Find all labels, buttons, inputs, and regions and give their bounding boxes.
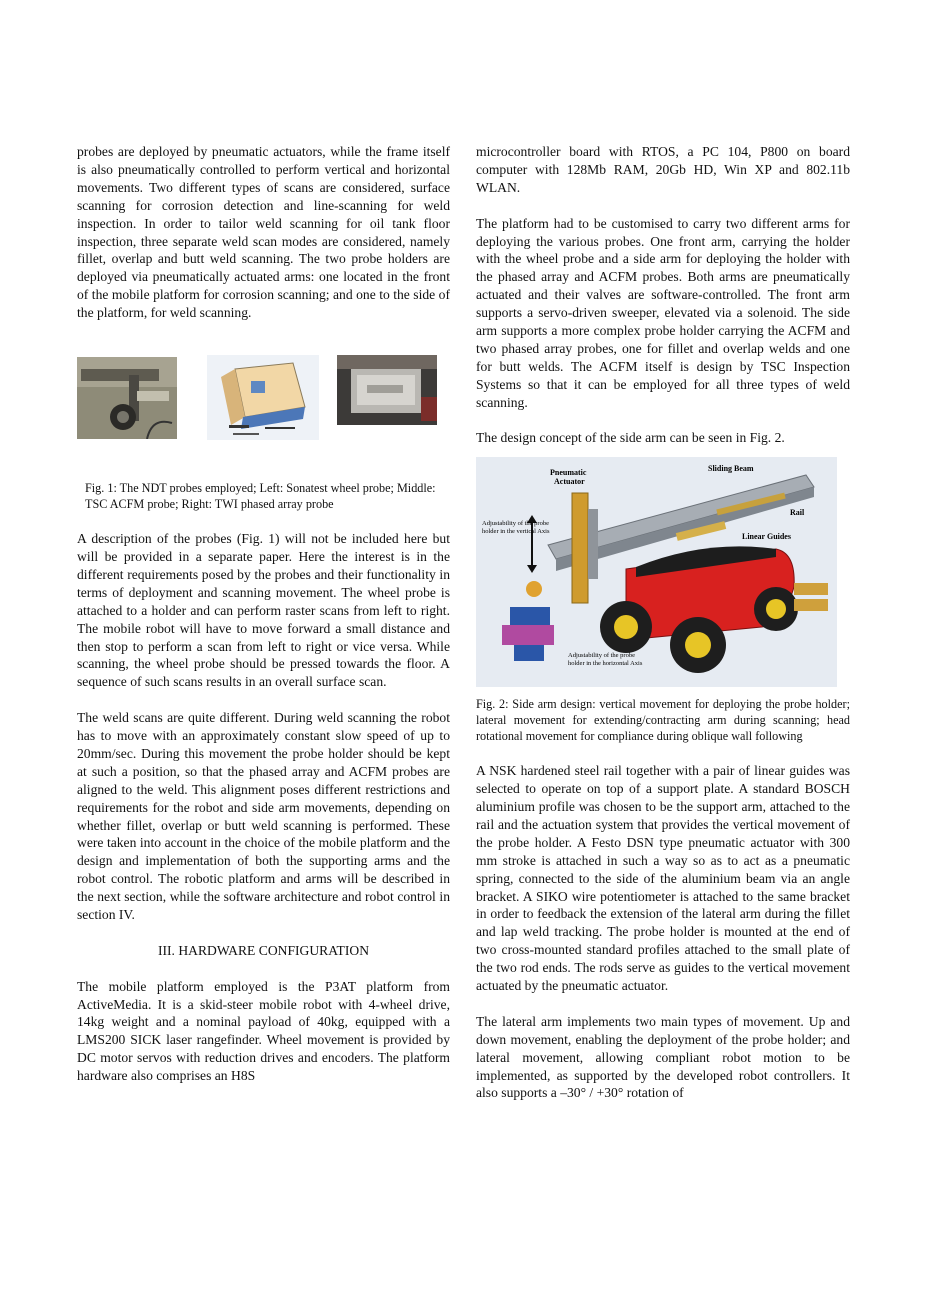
- phased-array-probe-photo: [337, 355, 437, 425]
- paragraph: The design concept of the side arm can be seen in Fig. 2.: [476, 430, 785, 446]
- paragraph: probes are deployed by pneumatic actuators, while the frame itself is also pneumatically controlled to perform vertical and horizontal movements. Two different types of scans are considered, surface scanning for corrosion detection and line-scanning for weld inspection. In order to tailor weld scanning for oil tank floor inspection, three separate weld scan modes are considered, namely fillet, overlap and butt weld scanning. The two probe holders are deployed via pneumatically actuated arms: one located in the front of the mobile platform for corrosion scanning; and one to the side of the platform, for weld scanning.: [77, 144, 450, 321]
- label-adj-vertical-2: holder in the vertical Axis: [482, 528, 550, 536]
- paragraph: The weld scans are quite different. During weld scanning the robot has to move with an approximately constant slow speed of up to 20mm/sec. During this movement the probe holder should be kept at such a position, so that the phased array and ACFM probes are aligned to the weld. This alignment poses different restrictions and requirements for the robot and side arm movements, depending on whether fillet, overlap or butt weld scanning is performed. These were taken into account in the choice of the mobile platform and the design and implementation of both the supporting arms and the robot control. The robotic platform and arms will be described in the next section, while the software architecture and robot control in section IV.: [77, 710, 450, 923]
- paragraph: The platform had to be customised to carry two different arms for deploying the various probes. One front arm, carrying the holder with the wheel probe and a side arm for deploying the holder with the phased array and ACFM probes. Both arms are pneumatically actuated and their valves are software-controlled. The front arm supports a servo-driven sweeper, elevated via a solenoid. The side arm supports a more complex probe holder carrying the ACFM and two phased array probes, one for fillet and overlap welds and one for butt welds. The ACFM itself is design by TSC Inspection Systems so that it can be employed for all three types of weld scanning.: [476, 215, 850, 410]
- label-pneumatic-2: Actuator: [554, 477, 585, 487]
- label-adj-horizontal-1: Adjustability of the probe: [568, 652, 635, 660]
- wheel-probe-photo: [77, 357, 177, 439]
- figure-1: [77, 340, 450, 460]
- paragraph: The lateral arm implements two main types of movement. Up and down movement, enabling the deployment of the probe holder; and lateral movement, allowing compliant robot motion to be implemented, as supported by the developed robot controllers. It also supports a –30° / +30° rotation of: [476, 1013, 850, 1101]
- label-sliding-beam: Sliding Beam: [708, 464, 754, 474]
- acfm-probe-render: [207, 355, 319, 440]
- label-adj-vertical-1: Adjustability of the probe: [482, 520, 549, 528]
- right-column: [476, 143, 850, 1120]
- section-heading: III. HARDWARE CONFIGURATION: [157, 942, 370, 958]
- paragraph: The mobile platform employed is the P3AT platform from ActiveMedia. It is a skid-steer mobile robot with 4-wheel drive, 14kg weight and a nominal payload of 40kg, equipped with a LMS200 SICK laser rangefinder. Wheel movement is provided by DC motor servos with reduction drives and encoders. The platform hardware also comprises an H8S: [77, 978, 450, 1084]
- left-column: [77, 143, 450, 1103]
- label-adj-horizontal-2: holder in the horizontal Axis: [568, 660, 643, 668]
- figure-1-caption: Fig. 1: The NDT probes employed; Left: Sonatest wheel probe; Middle: TSC ACFM probe; Right: TWI phased array probe: [85, 481, 436, 512]
- paragraph: A description of the probes (Fig. 1) will not be included here but will be provided in a separate paper. Here the interest is in the different requirements posed by the probes and their functionality in terms of deployment and scanning movement. The wheel probe is attached to a holder and can perform raster scans from left to right. The mobile robot will have to move forward a small distance and then stop to perform a scan from left to right or vice versa. While scanning, the wheel probe should be pressed towards the floor. A sequence of such scans results in an overall surface scan.: [77, 531, 450, 690]
- paragraph: A NSK hardened steel rail together with a pair of linear guides was selected to operate on top of a support plate. A standard BOSCH aluminium profile was chosen to be the support arm, attached to the rail and the actuation system that provides the vertical movement of the probe holder. A Festo DSN type pneumatic actuator with 300 mm stroke is attached in such a way so as to act as a pneumatic spring, connected to the side of the aluminium beam via an angle bracket. A SIKO wire potentiometer is attached to the same bracket in order to feedback the extension of the lateral arm during the fillet and lap weld tracking. The probe holder is mounted at the end of two cross-mounted standard profiles attached to the small plate of the two rod ends. The rods serve as guides to the vertical movement actuated by the pneumatic actuator.: [476, 763, 850, 994]
- label-linear-guides: Linear Guides: [742, 532, 791, 542]
- side-arm-design-figure: [476, 457, 837, 687]
- label-rail: Rail: [790, 508, 805, 518]
- figure-2-caption: Fig. 2: Side arm design: vertical movement for deploying the probe holder; lateral movement for extending/contracting arm during scanning; head rotational movement for compliance during oblique wall following: [476, 697, 850, 744]
- label-pneumatic-1: Pneumatic: [550, 468, 587, 478]
- paragraph: microcontroller board with RTOS, a PC 104, P800 on board computer with 128Mb RAM, 20Gb HD, Win XP and 802.11b WLAN.: [476, 144, 850, 195]
